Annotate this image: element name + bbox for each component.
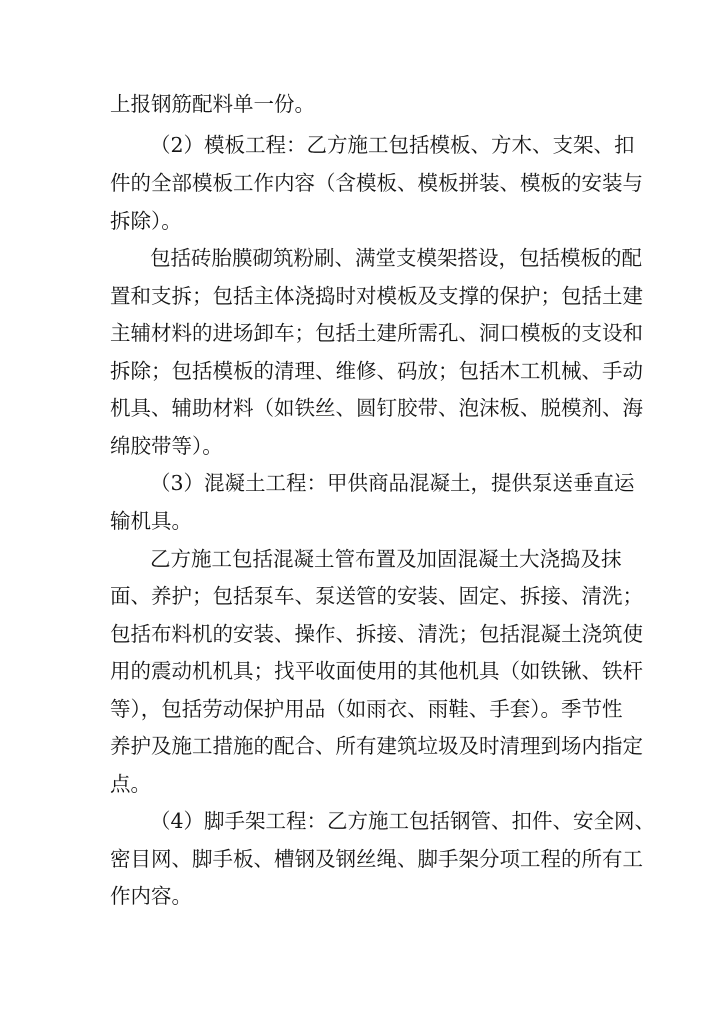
text-line: 面、养护；包括泵车、泵送管的安装、固定、拆接、清洗； xyxy=(110,584,643,608)
text-line: 养护及施工措施的配合、所有建筑垃圾及时清理到场内指定 xyxy=(110,734,643,758)
text-line: 等），包括劳动保护用品（如雨衣、雨鞋、手套）。季节性 xyxy=(110,697,623,721)
text-line: 上报钢筋配料单一份。 xyxy=(110,92,315,116)
text-line: 置和支拆；包括主体浇捣时对模板及支撑的保护；包括土建 xyxy=(110,284,643,308)
text-line: 密目网、脚手板、槽钢及钢丝绳、脚手架分项工程的所有工 xyxy=(110,847,643,871)
text-line: 主辅材料的进场卸车；包括土建所需孔、洞口模板的支设和 xyxy=(110,321,643,345)
text-line: 包括砖胎膜砌筑粉刷、满堂支模架搭设，包括模板的配 xyxy=(150,246,642,270)
text-line: 绵胶带等）。 xyxy=(110,434,223,458)
text-line: 件的全部模板工作内容（含模板、模板拼装、模板的安装与 xyxy=(110,171,643,195)
text-line: 点。 xyxy=(110,772,151,796)
text-line: （3）混凝土工程：甲供商品混凝土，提供泵送垂直运 xyxy=(150,471,635,495)
text-line: （2）模板工程：乙方施工包括模板、方木、支架、扣 xyxy=(150,133,635,157)
text-line: 作内容。 xyxy=(110,884,192,908)
text-line: 拆除；包括模板的清理、维修、码放；包括木工机械、手动 xyxy=(110,359,643,383)
text-line: 包括布料机的安装、操作、拆接、清洗；包括混凝土浇筑使 xyxy=(110,622,643,646)
text-line: 机具、辅助材料（如铁丝、圆钉胶带、泡沫板、脱模剂、海 xyxy=(110,396,643,420)
text-line: 输机具。 xyxy=(110,509,192,533)
text-line: 乙方施工包括混凝土管布置及加固混凝土大浇捣及抹 xyxy=(150,547,622,571)
text-line: 拆除）。 xyxy=(110,209,182,233)
text-line: 用的震动机机具；找平收面使用的其他机具（如铁锹、铁杆 xyxy=(110,659,643,683)
text-line: （4）脚手架工程：乙方施工包括钢管、扣件、安全网、 xyxy=(150,809,656,833)
